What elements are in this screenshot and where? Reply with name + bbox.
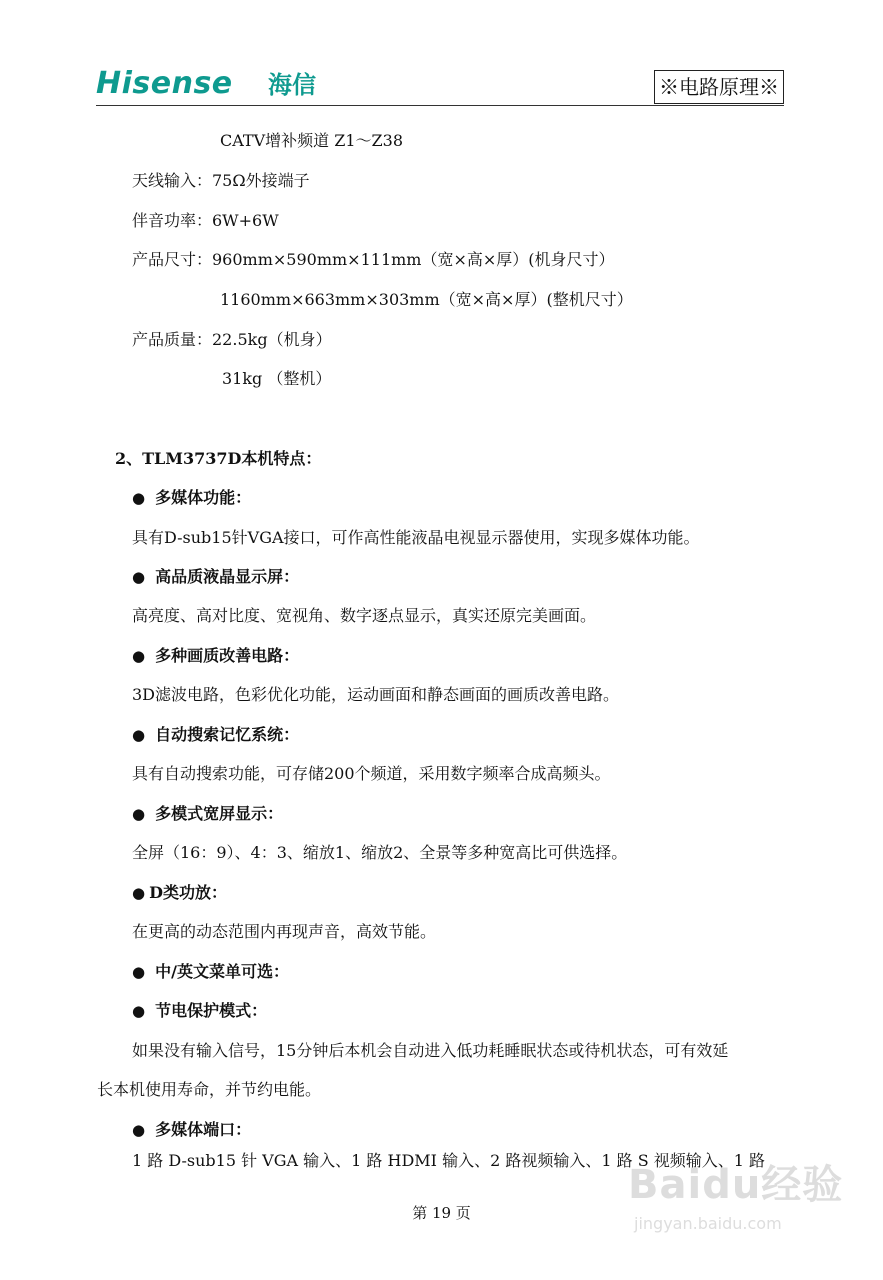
feature-title-text: 节电保护模式： <box>155 1001 268 1020</box>
feature-desc-auto-search: 具有自动搜索功能，可存储200个频道，采用数字频率合成高频头。 <box>132 764 611 783</box>
feature-desc-ports: 1 路 D-sub15 针 VGA 输入、1 路 HDMI 输入、2 路视频输入、1 路 S 视频输入、1 路 <box>132 1151 766 1170</box>
feature-title-ports <box>132 1119 251 1141</box>
feature-desc-multimedia: 具有D-sub15针VGA接口，可作高性能液晶电视显示器使用，实现多媒体功能。 <box>132 528 700 547</box>
feature-title-text: 多媒体端口： <box>155 1120 252 1139</box>
bullet-icon: ● <box>132 489 146 507</box>
hisense-logo: Hisense <box>96 66 233 101</box>
spec-size-package: 1160mm×663mm×303mm（宽×高×厚）(整机尺寸） <box>220 290 633 309</box>
spec-weight-package: 31kg （整机） <box>222 369 332 388</box>
bullet-icon: ● <box>132 1121 146 1139</box>
bullet-icon: ● <box>132 647 146 665</box>
feature-title-picture <box>132 645 299 667</box>
bullet-icon: ● <box>132 805 146 823</box>
spec-antenna: 天线输入：75Ω外接端子 <box>132 171 310 190</box>
spec-catv: CATV增补频道 Z1～Z38 <box>220 131 404 150</box>
baidu-watermark-url: jingyan.baidu.com <box>634 1214 782 1233</box>
bullet-icon: ● <box>132 726 146 744</box>
bullet-icon: ● <box>132 568 146 586</box>
feature-title-text: 多种画质改善电路： <box>155 646 300 665</box>
baidu-watermark: Baidu经验 <box>628 1162 844 1208</box>
feature-desc-class-d: 在更高的动态范围内再现声音，高效节能。 <box>132 922 437 941</box>
page-number: 第 19 页 <box>412 1204 471 1222</box>
feature-title-menu <box>132 961 289 983</box>
feature-title-multimedia <box>132 487 251 509</box>
bullet-icon: ● <box>132 1002 146 1020</box>
bullet-icon: ● <box>132 963 146 981</box>
feature-desc-picture: 3D滤波电路，色彩优化功能，运动画面和静态画面的画质改善电路。 <box>132 685 620 704</box>
feature-title-text: D类功放： <box>149 883 227 902</box>
features-heading: 2、TLM3737D本机特点： <box>115 449 322 468</box>
feature-title-text: 高品质液晶显示屏： <box>155 567 300 586</box>
bullet-icon: ● <box>132 884 146 902</box>
feature-desc-lcd: 高亮度、高对比度、宽视角、数字逐点显示，真实还原完美画面。 <box>132 606 597 625</box>
spec-audio-power: 伴音功率：6W+6W <box>132 211 279 230</box>
spec-weight-body: 产品质量：22.5kg（机身） <box>132 330 332 349</box>
section-title-box: ※电路原理※ <box>654 70 784 104</box>
feature-title-power-save <box>132 1000 267 1022</box>
hisense-logo-chinese: 海信 <box>268 71 316 99</box>
feature-title-text: 多媒体功能： <box>155 488 252 507</box>
spec-size-body: 产品尺寸：960mm×590mm×111mm（宽×高×厚）(机身尺寸） <box>132 250 615 269</box>
feature-title-class-d <box>132 882 227 904</box>
feature-title-widescreen <box>132 803 283 825</box>
header-divider <box>96 105 784 106</box>
feature-title-text: 自动搜索记忆系统： <box>155 725 300 744</box>
feature-title-lcd <box>132 566 299 588</box>
feature-desc-widescreen: 全屏（16：9）、4：3、缩放1、缩放2、全景等多种宽高比可供选择。 <box>132 843 628 862</box>
feature-desc-power-save-2: 长本机使用寿命，并节约电能。 <box>97 1080 322 1099</box>
feature-title-text: 中/英文菜单可选： <box>155 962 289 981</box>
feature-title-text: 多模式宽屏显示： <box>155 804 284 823</box>
feature-title-auto-search <box>132 724 299 746</box>
feature-desc-power-save-1: 如果没有输入信号，15分钟后本机会自动进入低功耗睡眠状态或待机状态，可有效延 <box>132 1041 729 1060</box>
